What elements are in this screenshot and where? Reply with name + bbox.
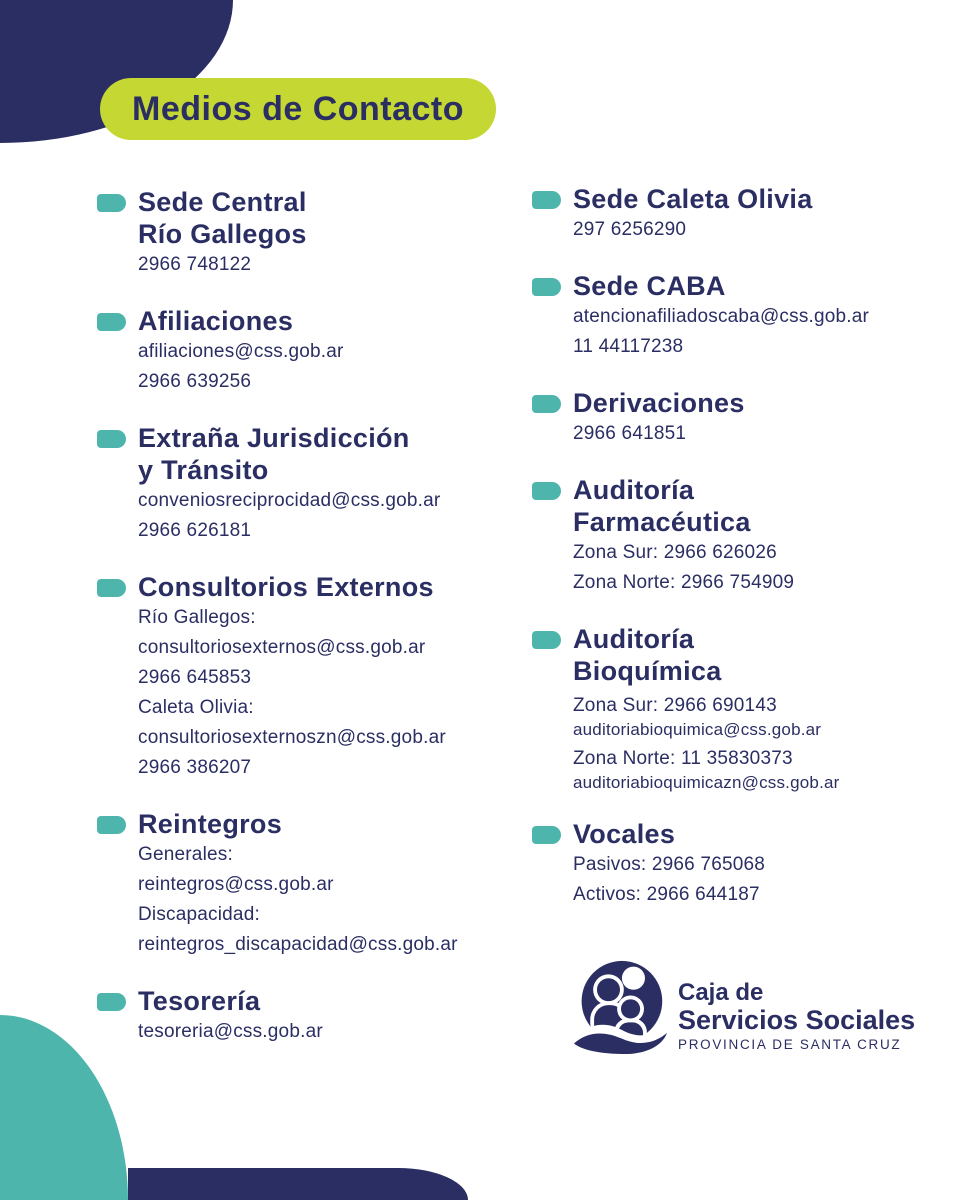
label-text: Generales: — [138, 844, 233, 865]
section-auditoria-bioquimica — [532, 623, 937, 793]
label-text: Discapacidad: — [138, 904, 260, 925]
family-wave-logo-icon — [572, 956, 668, 1058]
section-extrana-jurisdiccion — [97, 422, 537, 546]
logo-line-servicios-sociales: Servicios Sociales — [678, 1005, 916, 1035]
section-heading: Reintegros — [138, 809, 283, 839]
tag-bullet-icon — [532, 482, 561, 500]
section-consultorios-externos — [97, 571, 537, 783]
phone-text: Zona Sur: 2966 690143 — [573, 695, 777, 716]
tag-bullet-icon — [97, 313, 126, 331]
zona-norte-group — [573, 746, 840, 793]
phone-text: 2966 386207 — [138, 757, 252, 778]
label-text: Río Gallegos: — [138, 607, 256, 628]
section-auditoria-farmaceutica — [532, 474, 937, 598]
section-sede-caba — [532, 270, 937, 362]
email-text: reintegros_discapacidad@css.gob.ar — [138, 934, 458, 955]
section-sede-caleta-olivia — [532, 183, 937, 245]
section-heading: Auditoría Farmacéutica — [573, 475, 751, 537]
section-heading: Sede Caleta Olivia — [573, 184, 813, 214]
section-heading: Sede CABA — [573, 271, 726, 301]
section-afiliaciones — [97, 305, 537, 397]
phone-text: 2966 645853 — [138, 667, 252, 688]
email-text: afiliaciones@css.gob.ar — [138, 341, 344, 362]
section-heading: Auditoría Bioquímica — [573, 624, 722, 686]
tag-bullet-icon — [97, 430, 126, 448]
bottom-bar-shape — [128, 1168, 468, 1200]
section-heading: Derivaciones — [573, 388, 745, 418]
phone-text: 2966 748122 — [138, 254, 252, 275]
zona-sur-group — [573, 693, 840, 740]
left-column — [97, 186, 537, 1072]
logo-line-caja-de: Caja de — [678, 979, 764, 1006]
phone-text: 11 44117238 — [573, 336, 684, 357]
section-heading: Tesorería — [138, 986, 261, 1016]
css-logo — [572, 956, 915, 1058]
tag-bullet-icon — [97, 993, 126, 1011]
section-heading: Sede Central Río Gallegos — [138, 187, 307, 249]
section-sede-central — [97, 186, 537, 280]
email-text: auditoriabioquimica@css.gob.ar — [573, 720, 822, 739]
tag-bullet-icon — [97, 579, 126, 597]
right-column — [532, 183, 937, 935]
phone-text: 2966 626181 — [138, 520, 252, 541]
label-text: Caleta Olivia: — [138, 697, 254, 718]
email-text: auditoriabioquimicazn@css.gob.ar — [573, 773, 840, 792]
email-text: tesoreria@css.gob.ar — [138, 1021, 323, 1042]
section-tesoreria — [97, 985, 537, 1047]
page-title: Medios de Contacto — [100, 78, 496, 140]
phone-text: Zona Norte: 2966 754909 — [573, 572, 795, 593]
email-text: reintegros@css.gob.ar — [138, 874, 334, 895]
phone-text: 2966 641851 — [573, 423, 687, 444]
tag-bullet-icon — [97, 194, 126, 212]
section-derivaciones — [532, 387, 937, 449]
section-heading: Vocales — [573, 819, 676, 849]
section-heading: Consultorios Externos — [138, 572, 434, 602]
phone-text: 297 6256290 — [573, 219, 687, 240]
logo-text — [678, 980, 915, 1055]
tag-bullet-icon — [532, 191, 561, 209]
email-text: conveniosreciprocidad@css.gob.ar — [138, 490, 441, 511]
phone-text: 2966 639256 — [138, 371, 252, 392]
phone-text: Activos: 2966 644187 — [573, 884, 760, 905]
section-heading: Afiliaciones — [138, 306, 294, 336]
phone-text: Zona Sur: 2966 626026 — [573, 542, 777, 563]
tag-bullet-icon — [532, 631, 561, 649]
tag-bullet-icon — [532, 826, 561, 844]
tag-bullet-icon — [97, 816, 126, 834]
email-text: atencionafiliadoscaba@css.gob.ar — [573, 306, 870, 327]
section-vocales — [532, 818, 937, 910]
phone-text: Zona Norte: 11 35830373 — [573, 748, 793, 769]
tag-bullet-icon — [532, 278, 561, 296]
logo-line-provincia: PROVINCIA DE SANTA CRUZ — [678, 1037, 902, 1052]
section-heading: Extraña Jurisdicción y Tránsito — [138, 423, 410, 485]
section-reintegros — [97, 808, 537, 960]
email-text: consultoriosexternos@css.gob.ar — [138, 637, 426, 658]
tag-bullet-icon — [532, 395, 561, 413]
phone-text: Pasivos: 2966 765068 — [573, 854, 766, 875]
email-text: consultoriosexternoszn@css.gob.ar — [138, 727, 446, 748]
